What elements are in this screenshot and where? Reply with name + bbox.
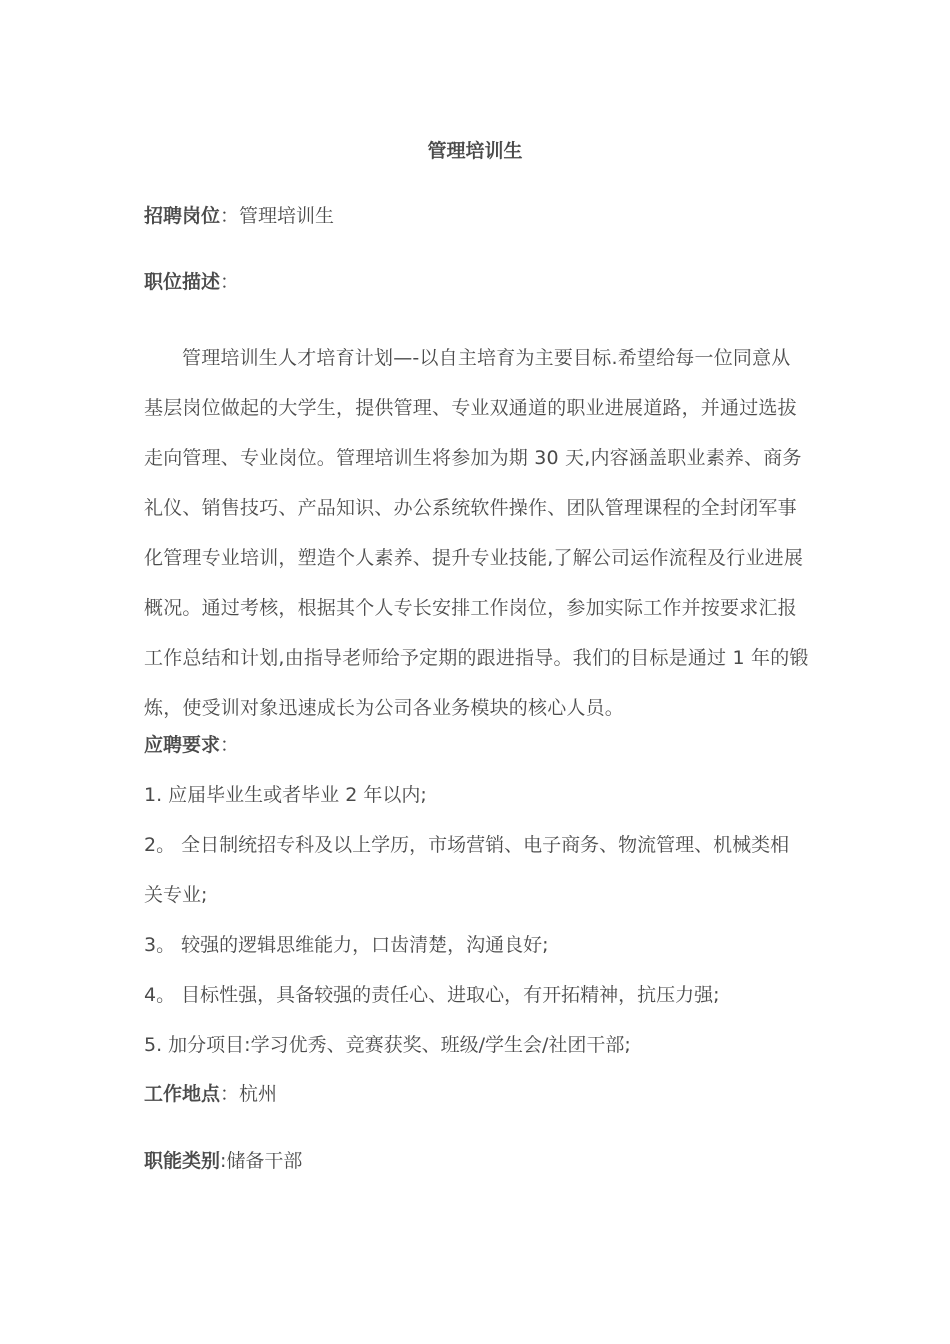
description-line: 工作总结和计划,由指导老师给予定期的跟进指导。我们的目标是通过 1 年的锻 bbox=[144, 647, 809, 669]
description-line: 礼仪、销售技巧、产品知识、办公系统软件操作、团队管理课程的全封闭军事 bbox=[144, 497, 797, 519]
description-label: 职位描述 bbox=[144, 271, 221, 293]
requirement-item: 4。 目标性强，具备较强的责任心、进取心，有开拓精神，抗压力强; bbox=[144, 984, 720, 1006]
description-line: 基层岗位做起的大学生，提供管理、专业双通道的职业进展道路，并通过选拔 bbox=[144, 397, 797, 419]
position-row bbox=[144, 203, 334, 229]
document-title: 管理培训生 bbox=[427, 140, 523, 162]
requirement-item: 1. 应届毕业生或者毕业 2 年以内; bbox=[144, 784, 427, 806]
description-paragraph bbox=[144, 333, 809, 733]
description-heading bbox=[144, 269, 239, 295]
location-value: 杭州 bbox=[239, 1083, 278, 1105]
location-label: 工作地点 bbox=[144, 1083, 221, 1105]
description-separator: ： bbox=[220, 271, 240, 293]
position-label: 招聘岗位 bbox=[144, 205, 221, 227]
position-separator: ： bbox=[220, 205, 240, 227]
description-line: 化管理专业培训，塑造个人素养、提升专业技能,了解公司运作流程及行业进展 bbox=[144, 547, 804, 569]
requirements-separator: ： bbox=[220, 734, 240, 756]
requirement-item: 3。 较强的逻辑思维能力，口齿清楚，沟通良好; bbox=[144, 934, 549, 956]
requirement-item: 2。 全日制统招专科及以上学历，市场营销、电子商务、物流管理、机械类相 bbox=[144, 834, 790, 856]
description-line: 走向管理、专业岗位。管理培训生将参加为期 30 天,内容涵盖职业素养、商务 bbox=[144, 447, 802, 469]
category-value: 储备干部 bbox=[226, 1150, 303, 1172]
category-row bbox=[144, 1148, 302, 1174]
requirements-label: 应聘要求 bbox=[144, 734, 221, 756]
category-separator: : bbox=[220, 1150, 227, 1172]
description-line: 管理培训生人才培育计划—-以自主培育为主要目标.希望给每一位同意从 bbox=[182, 347, 791, 369]
position-value: 管理培训生 bbox=[239, 205, 335, 227]
category-label: 职能类别 bbox=[144, 1150, 221, 1172]
description-line: 概况。通过考核，根据其个人专长安排工作岗位，参加实际工作并按要求汇报 bbox=[144, 597, 797, 619]
location-row bbox=[144, 1081, 277, 1107]
location-separator: ： bbox=[220, 1083, 240, 1105]
requirement-item: 5. 加分项目:学习优秀、竞赛获奖、班级/学生会/社团干部; bbox=[144, 1034, 631, 1056]
requirement-item: 关专业; bbox=[144, 884, 208, 906]
requirements-heading bbox=[144, 732, 239, 758]
description-line: 炼，使受训对象迅速成长为公司各业务模块的核心人员。 bbox=[144, 697, 625, 719]
